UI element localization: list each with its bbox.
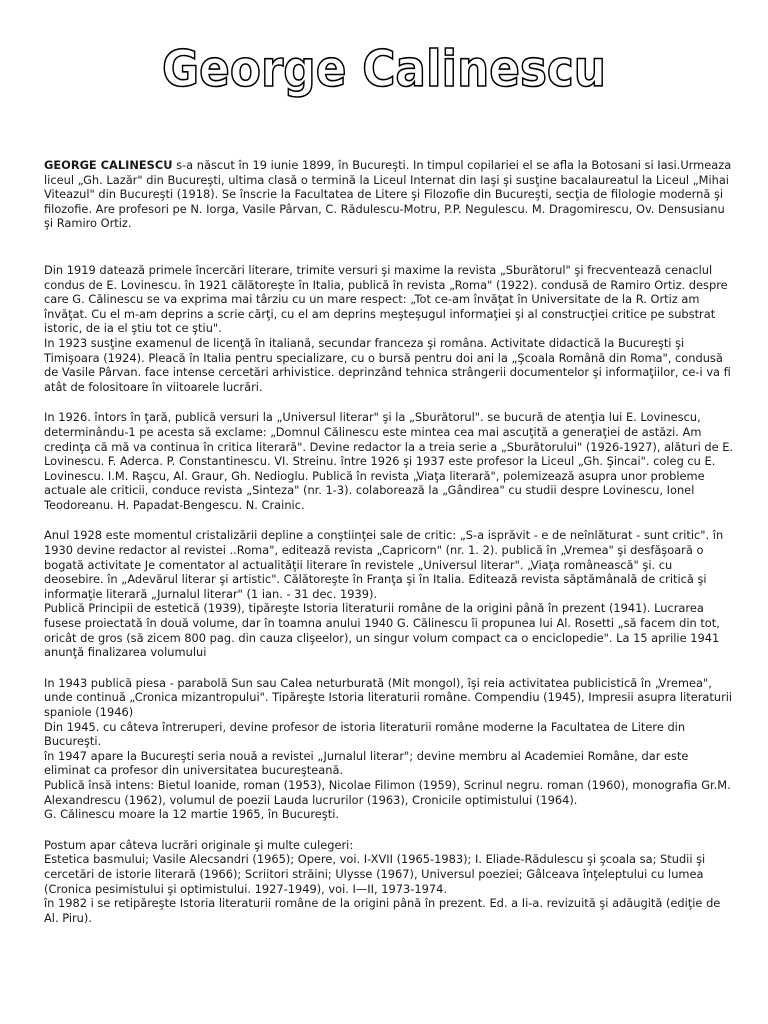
page-title bbox=[0, 34, 768, 104]
biography-text bbox=[44, 158, 734, 925]
paragraph-early-career: Din 1919 datează primele încercări literare, trimite versuri şi maxime la revista „Sburătorul" şi frecventează cenaclul condus de E. Lovinescu. în 1921 călătoreşte în Italia, publică în revista „Roma" (1922). condusă de Ramiro Ortiz. despre care G. Călinescu se va exprima mai târziu cu un mare respect: „Tot ce-am învăţat în Universitate de la R. Ortiz am învăţat. Cu el m-am deprins a scrie cărţi, cu el am deprins meşteşugul informaţiei şi al construcţiei critice pe substrat istoric, de ia el ştiu tot ce ştiu". In 1923 susţine examenul de licenţă în italiană, secundar franceza şi româna. Activitate didactică la Bucureşti şi Timişoara (1924). Pleacă în Italia pentru specializare, cu o bursă pentru doi ani la „Şcoala Română din Roma", condusă de Vasile Pârvan. face intense cercetări arhivistice. deprinzând tehnica strângerii documentelor şi informaţiilor, ce-i va fi atât de folositoare în viitoarele lucrări. bbox=[44, 262, 731, 394]
paragraph-intro-text: s-a născut în 19 iunie 1899, în Bucureşti. In timpul copilariei el se afla la Botosani si Iasi.Urmeaza liceul „Gh. Lazăr" din Bucureşti, ultima clasă o termină la Liceul Internat din Iaşi şi susţine bacalaureatul la Liceul „Mihai Viteazul" din Bucureşti (1918). Se înscrie la Facultatea de Litere şi Filozofie din Bucureşti, secţia de filologie modernă şi filozofie. Are profesori pe N. Iorga, Vasile Pârvan, C. Rădulescu-Motru, P.P. Negulescu. M. Dragomirescu, Ov. Densusianu şi Ramiro Ortiz. bbox=[44, 158, 732, 231]
paragraph-1943: In 1943 publică piesa - parabolă Sun sau Calea neturburată (Mit mongol), îşi reia activitatea publicistică în „Vremea", unde continuă „Cronica mizantropului". Tipăreşte Istoria literaturii române. Compendiu (1945), Impresii asupra literaturii spaniole (1946) Din 1945. cu câteva întreruperi, devine profesor de istoria literaturii române moderne la Facultatea de Litere din Bucureşti. în 1947 apare la Bucureşti seria nouă a revistei „Jurnalul literar"; devine membru al Academiei Române, dar este eliminat ca profesor din universitatea bucureşteană. Publică însă intens: Bietul Ioanide, roman (1953), Nicolae Filimon (1959), Scrinul negru. roman (1960), monografia Gr.M. Alexandrescu (1962), volumul de poezii Lauda lucrurilor (1963), Cronicile optimistului (1964). G. Călinescu moare la 12 martie 1965, în Bucureşti. bbox=[44, 675, 733, 822]
paragraph-1928: Anul 1928 este momentul cristalizării depline a conştiinţei sale de critic: „S-a isprăvit - e de neînlăturat - sunt critic". în 1930 devine redactor al revistei ..Roma", editează revista „Capricorn" (nr. 1. 2). publică în „Vremea" şi desfăşoară o bogată activitate Je comentator al actualităţii literare în revistele „Universul literar". „Viaţa românească" şi. cu deosebire. în „Adevărul literar şi artistic". Călătoreşte în Franţa şi în Italia. Editează revista săptămânală de critică şi informaţie literară „Jurnalul literar" (1 ian. - 31 dec. 1939). Publică Principii de estetică (1939), tipăreşte Istoria literaturii române de la origini până în prezent (1941). Lucrarea fusese proiectată în două volume, dar în toamna anului 1940 G. Călinescu îi propunea lui Al. Rosetti „să facem din tot, oricât de gros (să zicem 800 pag. din cauza clişeelor), un singur volum compact ca o enciclopedie". La 15 aprilie 1941 anunţă finalizarea volumului bbox=[44, 528, 724, 660]
title-text: George Calinescu bbox=[162, 40, 606, 98]
paragraph-posthumous: Postum apar câteva lucrări originale şi multe culegeri: Estetica basmului; Vasile Alecsandri (1965); Opere, voi. I-XVII (1965-1983); I. Eliade-Rădulescu şi şcoala sa; Studii şi cercetări de istorie literară (1966); Scriitori străini; Ulysse (1967), Universul poeziei; Gâlceava înţeleptului cu lumea (Cronica pesimistului şi optimistului. 1927-1949), voi. I—II, 1973-1974. în 1982 i se retipăreşte Istoria literaturii române de la origini până în prezent. Ed. a Ii-a. revizuită şi adăugită (ediţie de Al. Piru). bbox=[44, 837, 721, 925]
paragraph-1926: In 1926. întors în ţară, publică versuri la „Universul literar" şi la „Sburătorul". se bucură de atenţia lui E. Lovinescu, determinându-1 pe acesta să exclame: „Domnul Călinescu este mintea cea mai ascuţită a generaţiei de astăzi. Am credinţa că mă va continua în critica literară". Devine redactor la a treia serie a „Sburătorului" (1926-1927), alături de E. Lovinescu. F. Aderca. P. Constantinescu. VI. Streinu. între 1926 şi 1937 este profesor la Liceul „Gh. Şincai". coleg cu E. Lovinescu. I.M. Raşcu, Al. Graur, Gh. Nedioglu. Publică în revista „Viaţa literară", polemizează asupra unor probleme actuale ale criticii, conduce revista „Sinteza" (nr. 1-3). colaborează la „Gândirea" cu studii despre Lovinescu, Ionel Teodoreanu. H. Papadat-Bengescu. N. Crainic. bbox=[44, 410, 734, 512]
paragraph-intro bbox=[44, 158, 734, 231]
name-lead: GEORGE CALINESCU bbox=[44, 158, 173, 172]
outlined-title-art bbox=[0, 34, 768, 104]
